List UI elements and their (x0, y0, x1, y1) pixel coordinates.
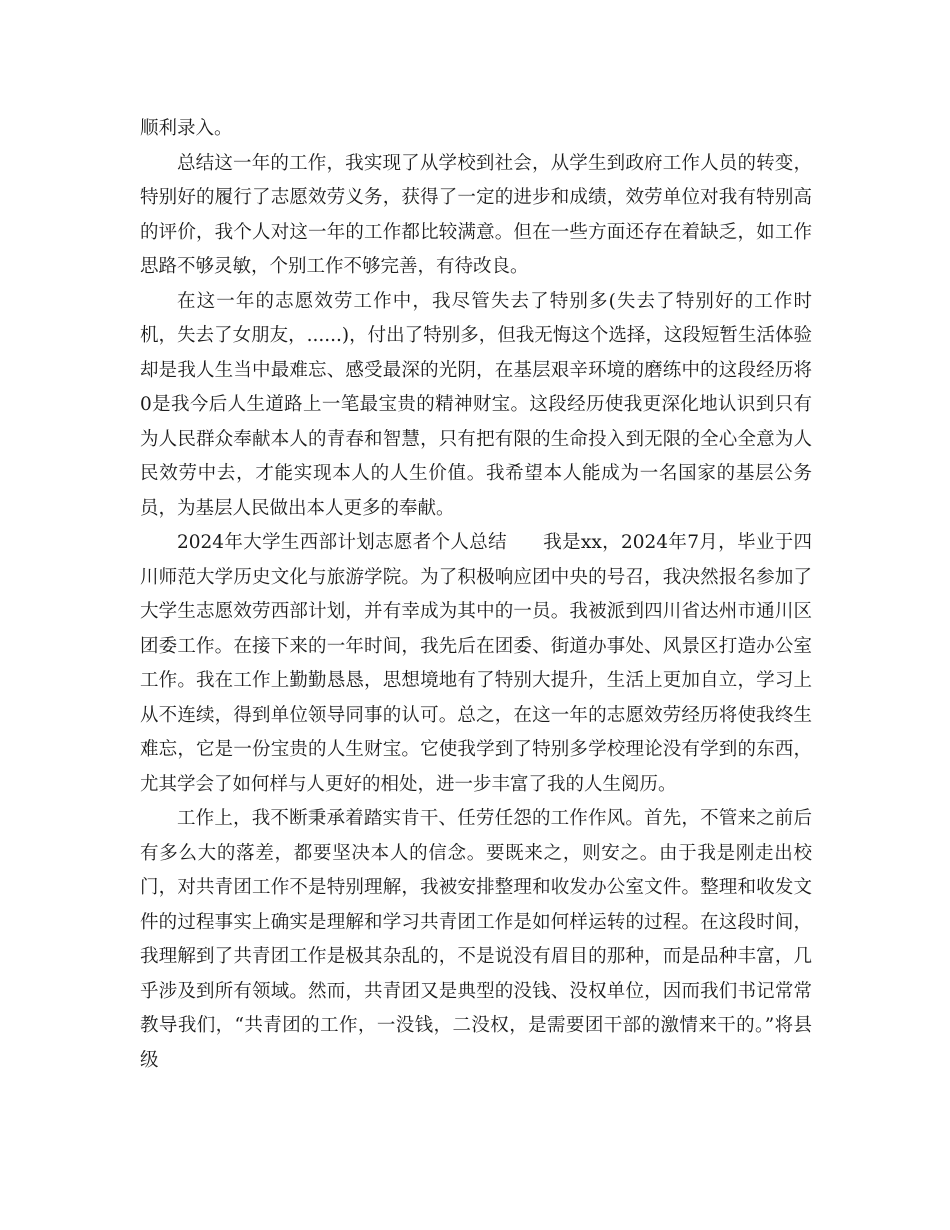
paragraph-summary: 总结这一年的工作，我实现了从学校到社会，从学生到政府工作人员的转变，特别好的履行了志愿效劳义务，获得了一定的进步和成绩，效劳单位对我有特别高的评价，我个人对这一年的工作都比较满意。但在一些方面还存在着缺乏，如工作思路不够灵敏，个别工作不够完善，有待改良。 (140, 152, 812, 277)
introduction-text: 我是xx，2024年7月，毕业于四川师范大学历史文化与旅游学院。为了积极响应团中央的号召，我决然报名参加了大学生志愿效劳西部计划，并有幸成为其中的一员。我被派到四川省达州市通川区团委工作。在接下来的一年时间，我先后在团委、街道办事处、风景区打造办公室工作。我在工作上勤勤恳恳，思想境地有了特别大提升，生活上更加自立，学习上从不连续，得到单位领导同事的认可。总之，在这一年的志愿效劳经历将使我终生难忘，它是一份宝贵的人生财宝。它使我学到了特别多学校理论没有学到的东西，尤其学会了如何样与人更好的相处，进一步丰富了我的人生阅历。 (140, 532, 812, 795)
paragraph-continuation: 顺利录入。 (140, 118, 233, 139)
paragraph-work: 工作上，我不断秉承着踏实肯干、任劳任怨的工作作风。首先，不管来之前后有多么大的落差，都要坚决本人的信念。要既来之，则安之。由于我是刚走出校门，对共青团工作不是特别理解，我被安排整理和收发办公室文件。整理和收发文件的过程事实上确实是理解和学习共青团工作是如何样运转的过程。在这段时间，我理解到了共青团工作是极其杂乱的，不是说没有眉目的那种，而是品种丰富，几乎涉及到所有领域。然而，共青团又是典型的没钱、没权单位，因而我们书记常常教导我们，“共青团的工作，一没钱，二没权，是需要团干部的激情来干的。”将县级 (140, 808, 812, 1071)
paragraph-introduction (140, 526, 812, 802)
section-heading: 2024年大学生西部计划志愿者个人总结 (177, 532, 507, 553)
document-page (140, 112, 812, 1078)
paragraph-reflection: 在这一年的志愿效劳工作中，我尽管失去了特别多(失去了特别好的工作时机，失去了女朋友，......)，付出了特别多，但我无悔这个选择，这段短暂生活体验却是我人生当中最难忘、感受最深的光阴，在基层艰辛环境的磨练中的这段经历将0是我今后人生道路上一笔最宝贵的精神财宝。这段经历使我更深化地认识到只有为人民群众奉献本人的青春和智慧，只有把有限的生命投入到无限的全心全意为人民效劳中去，才能实现本人的人生价值。我希望本人能成为一名国家的基层公务员，为基层人民做出本人更多的奉献。 (140, 290, 812, 519)
